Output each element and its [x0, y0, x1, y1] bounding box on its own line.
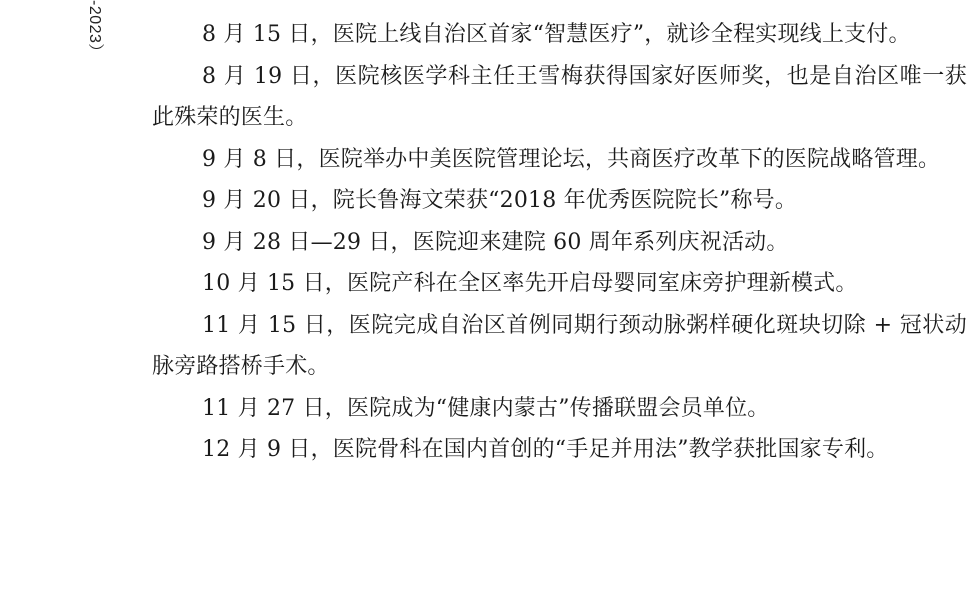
chronicle-entry: 9 月 20 日，院长鲁海文荣获“2018 年优秀医院院长”称号。	[202, 188, 798, 213]
chronicle-entry: 8 月 19 日，医院核医学科主任王雪梅获得国家好医师奖，也是自治区唯一获此殊荣的医生。	[152, 63, 967, 130]
chronicle-entry: 9 月 8 日，医院举办中美医院管理论坛，共商医疗改革下的医院战略管理。	[202, 146, 941, 172]
chronicle-entry: 9 月 28 日—29 日，医院迎来建院 60 周年系列庆祝活动。	[202, 229, 789, 255]
chronicle-entry: 11 月 27 日，医院成为“健康内蒙古”传播联盟会员单位。	[202, 395, 770, 421]
chronicle-entry: 8 月 15 日，医院上线自治区首家“智慧医疗”，就诊全程实现线上支付。	[202, 22, 911, 47]
chronicle-entry: 11 月 15 日，医院完成自治区首例同期行颈动脉粥样硬化斑块切除 + 冠状动脉旁路搭桥手术。	[152, 312, 967, 379]
running-header-vertical: -2023）	[86, 0, 103, 60]
chronicle-entry: 10 月 15 日，医院产科在全区率先开启母婴同室床旁护理新模式。	[202, 271, 858, 296]
chronicle-body	[152, 14, 967, 471]
chronicle-entry: 12 月 9 日，医院骨科在国内首创的“手足并用法”教学获批国家专利。	[202, 437, 889, 462]
